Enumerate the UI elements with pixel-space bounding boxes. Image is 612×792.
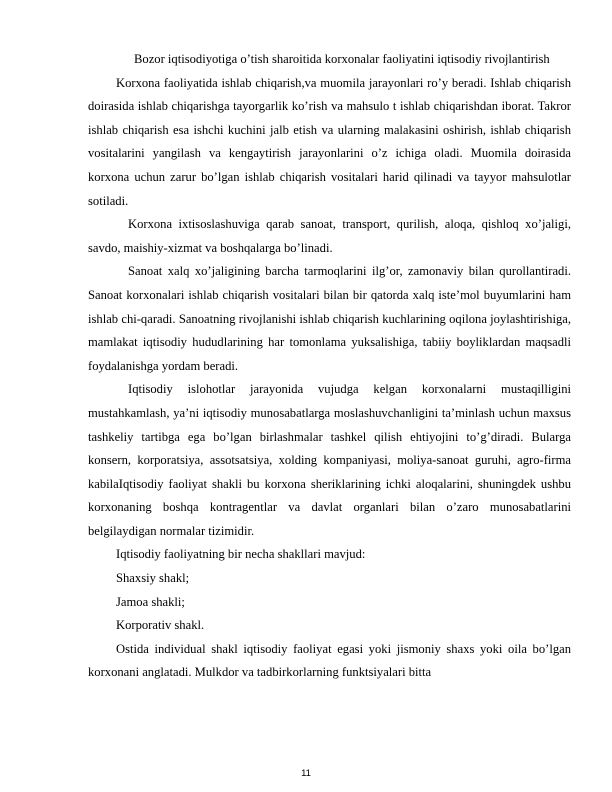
- paragraph-economic-reforms: Iqtisodiy islohotlar jarayonida vujudga kelgan korxonalarni mustaqilligini mustahkamlash, ya’ni iqtisodiy munosabatlarga moslashuvchanligini ta’minlash uchun maxsus tashkeliy tartibga ega bo’lgan birlashmalar tashkel qilish ehtiyojini to’g’diradi. Bularga konsern, korporatsiya, assotsatsiya, xolding kompaniyasi, moliya-sanoat guruhi, agro-firma kabilaIqtisodiy faoliyat shakli bu korxona sheriklarining ichki aloqalarini, shuningdek ushbu korxonaning boshqa kontragentlar va davlat organlari bilan o’zaro munosabatlarini belgilaydigan normalar tizimidir.: [88, 382, 571, 538]
- page-number: 11: [301, 768, 311, 779]
- document-body: [88, 48, 571, 685]
- list-item: Jamoa shakli;: [116, 594, 185, 609]
- list-item: Shaxsiy shakl;: [116, 571, 190, 586]
- section-title: Bozor iqtisodiyotiga o’tish sharoitida korxonalar faoliyatini iqtisodiy rivojlantirish: [134, 52, 550, 66]
- list-item: Korporativ shakl.: [116, 618, 205, 633]
- paragraph-specialization: Korxona ixtisoslashuviga qarab sanoat, transport, qurilish, aloqa, qishloq xo’jaligi, savdo, maishiy-xizmat va boshqalarga bo’linadi.: [88, 217, 571, 255]
- paragraph-individual-form: Ostida individual shakl iqtisodiy faoliyat egasi yoki jismoniy shaxs yoki oila bo’lgan korxonani anglatadi. Mulkdor va tadbirkorlarning funktsiyalari bitta: [88, 641, 571, 680]
- list-intro: Iqtisodiy faoliyatning bir necha shakllari mavjud:: [116, 547, 366, 562]
- paragraph-production-processes: Korxona faoliyatida ishlab chiqarish,va muomila jarayonlari ro’y beradi. Ishlab chiqarish doirasida ishlab chiqarishga tayorgarlik ko’rish va mahsulo t ishlab chiqarishdan iborat. Takror ishlab chiqarish esa ishchi kuchini jalb etish va ularning malakasini oshirish, ishlab chiqarish vositalarini yangilash va kengaytirish jarayonlarini o’z ichiga oladi. Muomila doirasida korxona uchun zarur bo’lgan ishlab chiqarish vositalari harid qilinadi va tayyor mahsulotlar sotiladi.: [88, 75, 571, 208]
- paragraph-industry: Sanoat xalq xo’jaligining barcha tarmoqlarini ilg’or, zamonaviy bilan qurollantiradi. Sanoat korxonalari ishlab chiqarish vositalari bilan bir qatorda xalq iste’mol buyumlarini ham ishlab chi-qaradi. Sanoatning rivojlanishi ishlab chiqarish kuchlarining oqilona joylashtirishiga, mamlakat iqtisodiy hududlarining har tomonlama yuksalishiga, tabiiy boyliklardan maqsadli foydalanishga yordam beradi.: [88, 264, 571, 373]
